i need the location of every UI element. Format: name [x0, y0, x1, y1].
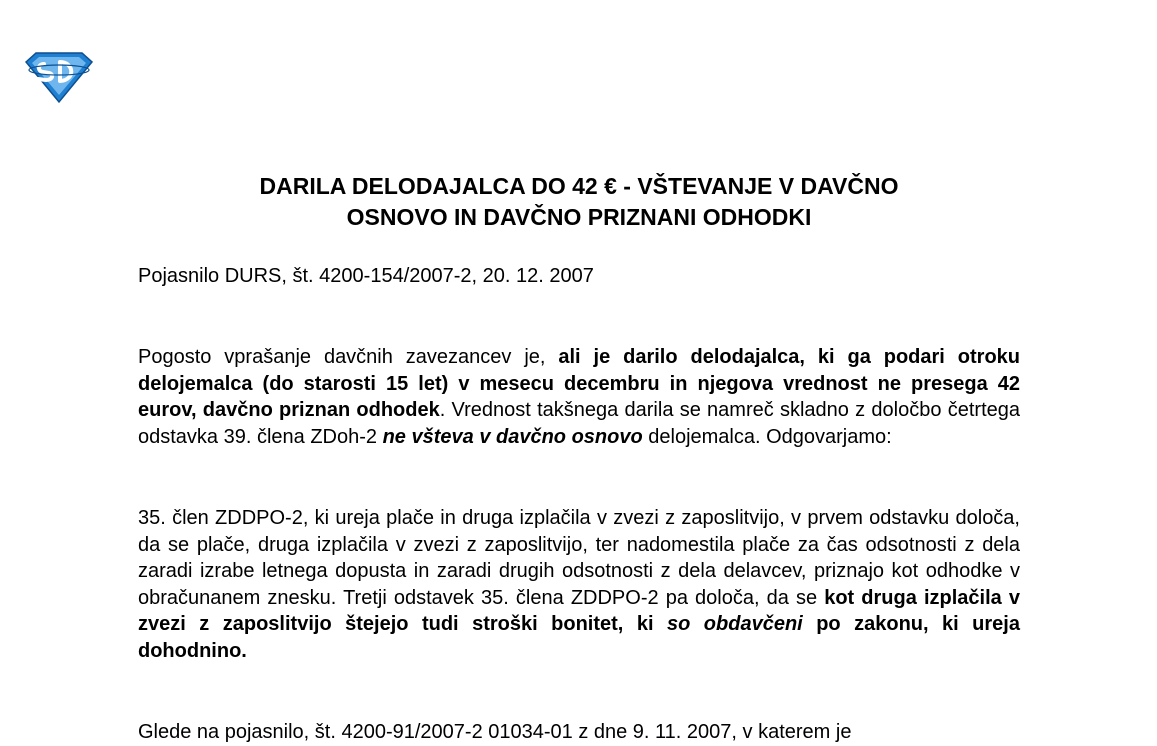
p1-text-3: delojemalca. Odgovarjamo:: [642, 425, 892, 448]
title-line-1: DARILA DELODAJALCA DO 42 € - VŠTEVANJE V DAVČNO: [259, 173, 899, 199]
p1-bold-question: ali je darilo delodajalca, ki ga podari otroku delojemalca (do starosti 15 let) v mesecu decembru in njegova vrednost ne presega 42 eurov, davčno priznan odhodek: [138, 346, 1020, 422]
paragraph-1: [138, 344, 1020, 450]
document-title: [138, 171, 1020, 233]
p2-bold-1: kot druga izplačila v zvezi z zaposlitvijo štejejo tudi stroški bonitet, ki: [138, 586, 1020, 636]
paragraph-2: [138, 505, 1020, 665]
reference-line: Pojasnilo DURS, št. 4200-154/2007-2, 20. 12. 2007: [138, 265, 594, 287]
paragraph-3: [138, 719, 1020, 746]
p1-bold-italic: ne všteva v davčno osnovo: [382, 425, 643, 448]
p3-text-1: Glede na pojasnilo, št. 4200-91/2007-2 01034-01 z dne 9. 11. 2007, v katerem je: [138, 721, 852, 743]
sd-logo: [22, 50, 96, 104]
title-line-2: OSNOVO IN DAVČNO PRIZNANI ODHODKI: [346, 204, 812, 230]
p2-bold-2: po zakonu, ki ureja dohodnino.: [138, 613, 1020, 662]
p1-text-2: . Vrednost takšnega darila se namreč skladno z določbo četrtega odstavka 39. člena ZDoh-2: [138, 399, 1020, 448]
p2-text-1: 35. člen ZDDPO-2, ki ureja plače in druga izplačila v zvezi z zaposlitvijo, v prvem odstavku določa, da se plače, druga izplačila v zvezi z zaposlitvijo, ter nadomestila plače za čas odsotnosti z dela zaradi izrabe letnega dopusta in zaradi drugih odsotnosti z dela delavcev, priznajo kot odhodke v obračunanem znesku. Tretji odstavek 35. člena ZDDPO-2 pa določa, da se: [138, 507, 1020, 609]
p1-text-1: Pogosto vprašanje davčnih zavezancev je,: [138, 346, 559, 368]
p2-bold-italic: so obdavčeni: [666, 613, 803, 636]
